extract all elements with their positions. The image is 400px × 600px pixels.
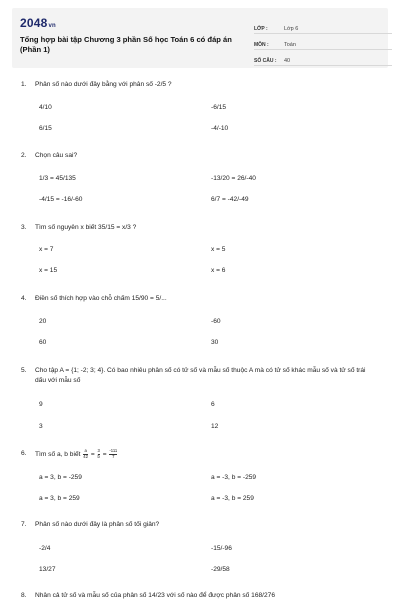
- option-c[interactable]: 60: [39, 339, 47, 346]
- option-c[interactable]: -4/15 = -16/-60: [39, 196, 83, 203]
- logo-text: 2048: [20, 16, 48, 30]
- fraction: $\frac{-111}{7}$: [109, 448, 118, 459]
- option-a[interactable]: 20: [39, 318, 47, 325]
- option-a[interactable]: a = 3, b = -259: [39, 474, 82, 481]
- option-a[interactable]: -2/4: [39, 545, 51, 552]
- question-4: 4. Điền số thích hợp vào chỗ chấm 15/90 = 5/... 20 -60 60 30: [21, 294, 366, 354]
- option-c[interactable]: 13/27: [39, 566, 56, 573]
- header: [12, 8, 388, 68]
- document-meta: [254, 22, 392, 70]
- question-text: Cho tập A = {1; -2; 3; 4}. Có bao nhiêu phân số có tử số và mẫu số thuộc A mà có tử số khác mẫu số và tử số trái dấu với mẫu số: [35, 367, 366, 384]
- option-b[interactable]: -60: [211, 318, 221, 325]
- question-text: Phân số nào dưới đây là phân số tối giản?: [35, 521, 160, 528]
- option-d[interactable]: x = 6: [211, 267, 226, 274]
- question-5: 5. Cho tập A = {1; -2; 3; 4}. Có bao nhiêu phân số có tử số và mẫu số thuộc A mà có tử số khác mẫu số và tử số trái dấu với mẫu số 9 6 3 12: [21, 367, 366, 430]
- option-a[interactable]: 9: [39, 401, 43, 408]
- question-text: Tìm số nguyên x biết 35/15 = x/3 ?: [35, 224, 137, 231]
- option-d[interactable]: 12: [211, 423, 219, 430]
- meta-class: LỚP : Lớp 6: [254, 22, 392, 34]
- option-c[interactable]: 6/15: [39, 125, 52, 132]
- option-c[interactable]: 3: [39, 423, 43, 430]
- option-a[interactable]: 1/3 = 45/135: [39, 175, 76, 182]
- option-c[interactable]: a = 3, b = 259: [39, 495, 80, 502]
- question-8: 8. Nhân cả tử số và mẫu số của phân số 14/23 với số nào để được phân số 168/276: [21, 591, 366, 600]
- fraction: $\frac{3}{b}$: [97, 448, 100, 459]
- option-d[interactable]: -4/-10: [211, 125, 229, 132]
- option-d[interactable]: 6/7 = -42/-49: [211, 196, 249, 203]
- question-6: 6. Tìm số a, b biết $\frac{a}{42}$ = $\frac{3}{b}$ = $\frac{-111}{7}$ a = 3, b = -259 a = -3, b = -259 a = 3, b = 259 a = -3, b = 259: [21, 449, 366, 509]
- logo-suffix: vn: [48, 23, 56, 29]
- question-text: Nhân cả tử số và mẫu số của phân số 14/23 với số nào để được phân số 168/276: [35, 592, 275, 599]
- question-1: 1. Phân số nào dưới đây bằng với phân số -2/5 ? 4/10 -6/15 6/15 -4/-10: [21, 80, 366, 140]
- question-2: 2. Chọn câu sai? 1/3 = 45/135 -13/20 = 26/-40 -4/15 = -16/-60 6/7 = -42/-49: [21, 151, 366, 211]
- option-b[interactable]: a = -3, b = -259: [211, 474, 257, 481]
- option-a[interactable]: 4/10: [39, 104, 52, 111]
- question-text: Tìm số a, b biết $\frac{a}{42}$ = $\frac{3}{b}$ = $\frac{-111}{7}$: [35, 448, 118, 459]
- question-text: Phân số nào dưới đây bằng với phân số -2/5 ?: [35, 81, 172, 88]
- document-title: Tổng hợp bài tập Chương 3 phần Số học Toán 6 có đáp án (Phần 1): [20, 35, 232, 54]
- option-c[interactable]: x = 15: [39, 267, 58, 274]
- meta-subject: MÔN : Toán: [254, 38, 392, 50]
- question-3: 3. Tìm số nguyên x biết 35/15 = x/3 ? x = 7 x = 5 x = 15 x = 6: [21, 223, 366, 283]
- option-d[interactable]: a = -3, b = 259: [211, 495, 254, 502]
- question-text: Điền số thích hợp vào chỗ chấm 15/90 = 5/...: [35, 295, 167, 302]
- option-b[interactable]: -6/15: [211, 104, 227, 111]
- site-logo[interactable]: [20, 16, 56, 30]
- fraction: $\frac{a}{42}$: [83, 448, 88, 459]
- option-b[interactable]: -15/-96: [211, 545, 232, 552]
- option-b[interactable]: 6: [211, 401, 215, 408]
- option-b[interactable]: x = 5: [211, 246, 226, 253]
- question-text: Chọn câu sai?: [35, 152, 78, 159]
- question-7: 7. Phân số nào dưới đây là phân số tối giản? -2/4 -15/-96 13/27 -29/58: [21, 520, 366, 580]
- option-d[interactable]: -29/58: [211, 566, 230, 573]
- option-d[interactable]: 30: [211, 339, 219, 346]
- option-b[interactable]: -13/20 = 26/-40: [211, 175, 256, 182]
- option-a[interactable]: x = 7: [39, 246, 54, 253]
- meta-question-count: SỐ CÂU : 40: [254, 54, 392, 66]
